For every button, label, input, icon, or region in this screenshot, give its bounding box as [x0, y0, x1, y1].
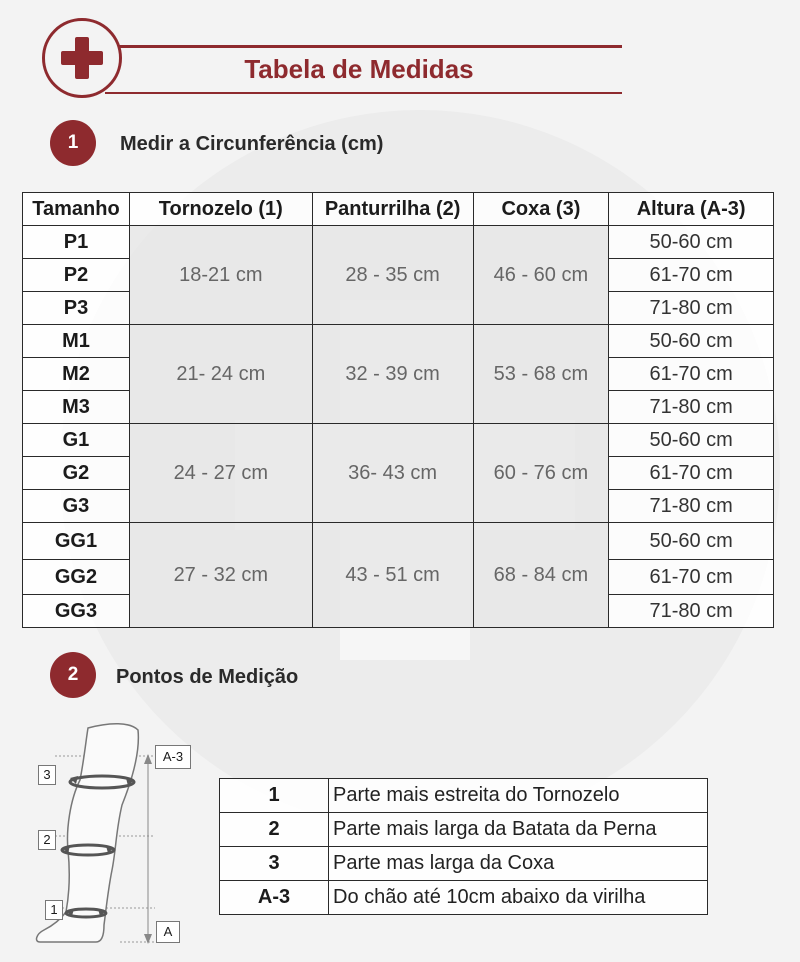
size-cell: G2 [23, 457, 130, 490]
col-header-size: Tamanho [23, 193, 130, 226]
height-cell: 50-60 cm [609, 523, 774, 560]
calf-cell: 32 - 39 cm [312, 325, 473, 424]
legend-key: 2 [220, 813, 329, 847]
size-cell: M2 [23, 358, 130, 391]
size-cell: G3 [23, 490, 130, 523]
ankle-cell: 27 - 32 cm [129, 523, 312, 628]
legend-key: 3 [220, 847, 329, 881]
thigh-cell: 60 - 76 cm [473, 424, 609, 523]
legend-row [220, 779, 708, 813]
size-cell: G1 [23, 424, 130, 457]
thigh-cell: 53 - 68 cm [473, 325, 609, 424]
height-cell: 50-60 cm [609, 325, 774, 358]
col-header-thigh: Coxa (3) [473, 193, 609, 226]
height-cell: 71-80 cm [609, 595, 774, 628]
col-header-ankle: Tornozelo (1) [129, 193, 312, 226]
size-cell: GG3 [23, 595, 130, 628]
label-point-2: 2 [38, 830, 56, 850]
size-cell: M3 [23, 391, 130, 424]
label-point-1: 1 [45, 900, 63, 920]
size-cell: P3 [23, 292, 130, 325]
ankle-cell: 21- 24 cm [129, 325, 312, 424]
size-table [22, 192, 774, 628]
table-row [23, 424, 774, 457]
section-2-title: Pontos de Medição [116, 666, 299, 688]
page-title: Tabela de Medidas [244, 54, 474, 84]
thigh-cell: 46 - 60 cm [473, 226, 609, 325]
height-cell: 50-60 cm [609, 226, 774, 259]
size-cell: GG2 [23, 560, 130, 595]
legend-row [220, 813, 708, 847]
medical-cross-icon [59, 35, 105, 81]
label-a3: A-3 [155, 745, 191, 769]
legend-key: 1 [220, 779, 329, 813]
legend-table [219, 778, 708, 915]
label-point-3: 3 [38, 765, 56, 785]
col-header-calf: Panturrilha (2) [312, 193, 473, 226]
table-row [23, 226, 774, 259]
height-cell: 50-60 cm [609, 424, 774, 457]
legend-row [220, 847, 708, 881]
section-2-badge: 2 [50, 652, 96, 698]
calf-cell: 28 - 35 cm [312, 226, 473, 325]
logo [42, 18, 122, 98]
height-cell: 61-70 cm [609, 457, 774, 490]
height-cell: 61-70 cm [609, 560, 774, 595]
size-cell: M1 [23, 325, 130, 358]
size-table-header [23, 193, 774, 226]
legend-desc: Parte mas larga da Coxa [329, 847, 708, 881]
height-cell: 71-80 cm [609, 292, 774, 325]
ankle-cell: 18-21 cm [129, 226, 312, 325]
legend-desc: Parte mais larga da Batata da Perna [329, 813, 708, 847]
label-a: A [156, 921, 180, 943]
table-row [23, 325, 774, 358]
thigh-cell: 68 - 84 cm [473, 523, 609, 628]
height-cell: 71-80 cm [609, 490, 774, 523]
col-header-height: Altura (A-3) [609, 193, 774, 226]
height-cell: 61-70 cm [609, 259, 774, 292]
table-row [23, 523, 774, 560]
size-cell: P1 [23, 226, 130, 259]
ankle-cell: 24 - 27 cm [129, 424, 312, 523]
height-cell: 61-70 cm [609, 358, 774, 391]
legend-desc: Parte mais estreita do Tornozelo [329, 779, 708, 813]
legend-key: A-3 [220, 881, 329, 915]
size-cell: GG1 [23, 523, 130, 560]
calf-cell: 43 - 51 cm [312, 523, 473, 628]
header-rule-top [108, 45, 622, 48]
header-rule-bottom [105, 92, 622, 94]
size-cell: P2 [23, 259, 130, 292]
legend-row [220, 881, 708, 915]
height-cell: 71-80 cm [609, 391, 774, 424]
section-1-badge: 1 [50, 120, 96, 166]
legend-desc: Do chão até 10cm abaixo da virilha [329, 881, 708, 915]
section-1-title: Medir a Circunferência (cm) [120, 133, 384, 155]
calf-cell: 36- 43 cm [312, 424, 473, 523]
